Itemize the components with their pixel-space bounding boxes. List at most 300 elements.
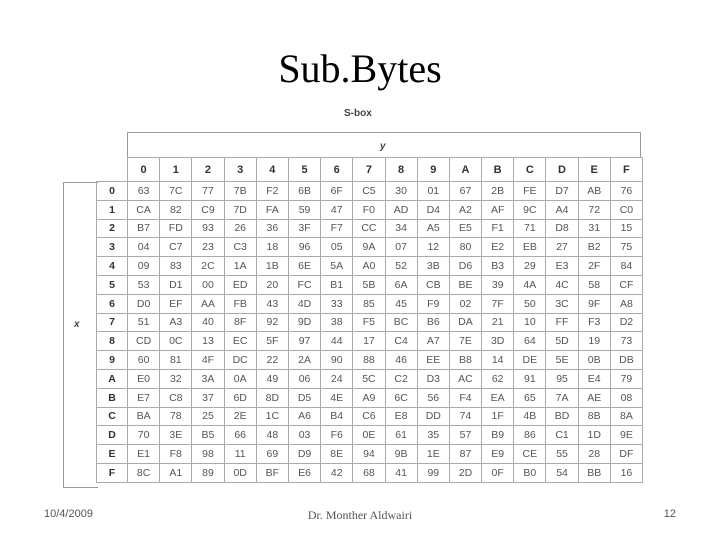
sbox-cell: 87 bbox=[449, 445, 481, 464]
sbox-cell: A2 bbox=[449, 200, 481, 219]
sbox-cell: F4 bbox=[449, 388, 481, 407]
sbox-cell: FD bbox=[160, 219, 192, 238]
column-header: 2 bbox=[192, 158, 224, 182]
sbox-cell: EE bbox=[417, 351, 449, 370]
sbox-cell: 23 bbox=[192, 238, 224, 257]
footer-page-number: 12 bbox=[663, 508, 676, 520]
footer-date: 10/4/2009 bbox=[44, 508, 93, 520]
column-header: 7 bbox=[353, 158, 385, 182]
sbox-cell: 14 bbox=[482, 351, 514, 370]
y-axis-label: y bbox=[380, 141, 386, 152]
sbox-cell: 33 bbox=[321, 294, 353, 313]
sbox-cell: 01 bbox=[417, 182, 449, 201]
sbox-cell: 70 bbox=[128, 426, 160, 445]
sbox-cell: 0E bbox=[353, 426, 385, 445]
sbox-cell: B5 bbox=[192, 426, 224, 445]
sbox-cell: 1D bbox=[578, 426, 610, 445]
sbox-cell: 5B bbox=[353, 275, 385, 294]
sbox-cell: A6 bbox=[288, 407, 320, 426]
sbox-cell: 2F bbox=[578, 257, 610, 276]
sbox-cell: F6 bbox=[321, 426, 353, 445]
column-header: C bbox=[514, 158, 546, 182]
sbox-cell: A4 bbox=[546, 200, 578, 219]
sbox-cell: D4 bbox=[417, 200, 449, 219]
sbox-cell: 37 bbox=[192, 388, 224, 407]
sbox-cell: 46 bbox=[385, 351, 417, 370]
sbox-cell: E6 bbox=[288, 463, 320, 482]
sbox-cell: 96 bbox=[288, 238, 320, 257]
sbox-cell: 49 bbox=[256, 369, 288, 388]
sbox-cell: 6A bbox=[385, 275, 417, 294]
sbox-cell: 6F bbox=[321, 182, 353, 201]
row-header: E bbox=[97, 445, 128, 464]
row-header: C bbox=[97, 407, 128, 426]
sbox-cell: FB bbox=[224, 294, 256, 313]
row-header: A bbox=[97, 369, 128, 388]
sbox-cell: 15 bbox=[610, 219, 642, 238]
sbox-cell: 4C bbox=[546, 275, 578, 294]
sbox-cell: F5 bbox=[353, 313, 385, 332]
sbox-cell: D3 bbox=[417, 369, 449, 388]
row-header: B bbox=[97, 388, 128, 407]
table-row bbox=[97, 200, 643, 219]
sbox-cell: 1C bbox=[256, 407, 288, 426]
sbox-cell: 7E bbox=[449, 332, 481, 351]
sbox-cell: 95 bbox=[546, 369, 578, 388]
sbox-cell: 58 bbox=[578, 275, 610, 294]
column-header: 4 bbox=[256, 158, 288, 182]
sbox-cell: 11 bbox=[224, 445, 256, 464]
sbox-cell: ED bbox=[224, 275, 256, 294]
sbox-cell: 38 bbox=[321, 313, 353, 332]
table-row bbox=[97, 238, 643, 257]
sbox-cell: CB bbox=[417, 275, 449, 294]
sbox-cell: AA bbox=[192, 294, 224, 313]
sbox-cell: AF bbox=[482, 200, 514, 219]
sbox-cell: 3A bbox=[192, 369, 224, 388]
sbox-cell: 27 bbox=[546, 238, 578, 257]
column-header: F bbox=[610, 158, 642, 182]
sbox-cell: D7 bbox=[546, 182, 578, 201]
sbox-cell: 3E bbox=[160, 426, 192, 445]
sbox-cell: AD bbox=[385, 200, 417, 219]
sbox-cell: 12 bbox=[417, 238, 449, 257]
sbox-cell: 5C bbox=[353, 369, 385, 388]
table-row bbox=[97, 257, 643, 276]
column-header-row bbox=[97, 158, 643, 182]
table-row bbox=[97, 369, 643, 388]
sbox-cell: 20 bbox=[256, 275, 288, 294]
table-row bbox=[97, 351, 643, 370]
sbox-cell: 67 bbox=[449, 182, 481, 201]
sbox-cell: CA bbox=[128, 200, 160, 219]
sbox-cell: 31 bbox=[578, 219, 610, 238]
sbox-cell: 0B bbox=[578, 351, 610, 370]
sbox-cell: 71 bbox=[514, 219, 546, 238]
sbox-cell: A8 bbox=[610, 294, 642, 313]
sbox-cell: F8 bbox=[160, 445, 192, 464]
sbox-cell: A7 bbox=[417, 332, 449, 351]
sbox-cell: B6 bbox=[417, 313, 449, 332]
sbox-cell: DB bbox=[610, 351, 642, 370]
sbox-cell: 1F bbox=[482, 407, 514, 426]
sbox-cell: 29 bbox=[514, 257, 546, 276]
sbox-cell: DA bbox=[449, 313, 481, 332]
sbox-cell: 1A bbox=[224, 257, 256, 276]
sbox-cell: 5D bbox=[546, 332, 578, 351]
sbox-cell: E4 bbox=[578, 369, 610, 388]
sbox-cell: 65 bbox=[514, 388, 546, 407]
sbox-cell: 18 bbox=[256, 238, 288, 257]
sbox-cell: 8E bbox=[321, 445, 353, 464]
sbox-cell: 68 bbox=[353, 463, 385, 482]
sbox-cell: FC bbox=[288, 275, 320, 294]
sbox-cell: DE bbox=[514, 351, 546, 370]
sbox-cell: 1E bbox=[417, 445, 449, 464]
sbox-cell: 9F bbox=[578, 294, 610, 313]
sbox-cell: 6C bbox=[385, 388, 417, 407]
sbox-cell: 76 bbox=[610, 182, 642, 201]
sbox-cell: B1 bbox=[321, 275, 353, 294]
column-header: 8 bbox=[385, 158, 417, 182]
sbox-cell: 16 bbox=[610, 463, 642, 482]
sbox-cell: 93 bbox=[192, 219, 224, 238]
table-row bbox=[97, 294, 643, 313]
sbox-cell: 8B bbox=[578, 407, 610, 426]
sbox-cell: 79 bbox=[610, 369, 642, 388]
sbox-cell: 13 bbox=[192, 332, 224, 351]
sbox-cell: F2 bbox=[256, 182, 288, 201]
table-corner bbox=[97, 158, 128, 182]
sbox-cell: 72 bbox=[578, 200, 610, 219]
sbox-table bbox=[96, 157, 643, 483]
sbox-cell: 5F bbox=[256, 332, 288, 351]
sbox-cell: 66 bbox=[224, 426, 256, 445]
table-row bbox=[97, 445, 643, 464]
sbox-cell: 43 bbox=[256, 294, 288, 313]
sbox-cell: E7 bbox=[128, 388, 160, 407]
sbox-cell: C4 bbox=[385, 332, 417, 351]
sbox-cell: 3D bbox=[482, 332, 514, 351]
sbox-cell: 89 bbox=[192, 463, 224, 482]
sbox-cell: B7 bbox=[128, 219, 160, 238]
sbox-cell: 3B bbox=[417, 257, 449, 276]
table-row bbox=[97, 219, 643, 238]
sbox-cell: 5A bbox=[321, 257, 353, 276]
sbox-cell: 91 bbox=[514, 369, 546, 388]
sbox-cell: FF bbox=[546, 313, 578, 332]
sbox-cell: CD bbox=[128, 332, 160, 351]
sbox-cell: B8 bbox=[449, 351, 481, 370]
sbox-cell: 40 bbox=[192, 313, 224, 332]
sbox-cell: B9 bbox=[482, 426, 514, 445]
sbox-cell: C1 bbox=[546, 426, 578, 445]
row-header: 5 bbox=[97, 275, 128, 294]
column-header: D bbox=[546, 158, 578, 182]
sbox-cell: 2D bbox=[449, 463, 481, 482]
sbox-cell: 35 bbox=[417, 426, 449, 445]
sbox-cell: DD bbox=[417, 407, 449, 426]
sbox-cell: 47 bbox=[321, 200, 353, 219]
sbox-cell: 99 bbox=[417, 463, 449, 482]
sbox-cell: 00 bbox=[192, 275, 224, 294]
sbox-cell: 45 bbox=[385, 294, 417, 313]
sbox-cell: FA bbox=[256, 200, 288, 219]
sbox-cell: 50 bbox=[514, 294, 546, 313]
sbox-cell: A0 bbox=[353, 257, 385, 276]
sbox-cell: 26 bbox=[224, 219, 256, 238]
sbox-cell: 39 bbox=[482, 275, 514, 294]
sbox-cell: 8F bbox=[224, 313, 256, 332]
slide-title: Sub.Bytes bbox=[278, 46, 442, 91]
table-row bbox=[97, 313, 643, 332]
sbox-cell: 9E bbox=[610, 426, 642, 445]
column-header: E bbox=[578, 158, 610, 182]
sbox-cell: BD bbox=[546, 407, 578, 426]
sbox-cell: C6 bbox=[353, 407, 385, 426]
sbox-cell: 61 bbox=[385, 426, 417, 445]
sbox-cell: 90 bbox=[321, 351, 353, 370]
sbox-cell: 44 bbox=[321, 332, 353, 351]
sbox-cell: E9 bbox=[482, 445, 514, 464]
sbox-cell: 04 bbox=[128, 238, 160, 257]
sbox-cell: CE bbox=[514, 445, 546, 464]
footer-author: Dr. Monther Aldwairi bbox=[307, 508, 413, 522]
sbox-cell: C8 bbox=[160, 388, 192, 407]
row-header: 4 bbox=[97, 257, 128, 276]
row-header: 2 bbox=[97, 219, 128, 238]
column-header: 9 bbox=[417, 158, 449, 182]
sbox-cell: EB bbox=[514, 238, 546, 257]
sbox-cell: 2A bbox=[288, 351, 320, 370]
sbox-cell: 6D bbox=[224, 388, 256, 407]
sbox-cell: B4 bbox=[321, 407, 353, 426]
sbox-cell: C7 bbox=[160, 238, 192, 257]
sbox-cell: C2 bbox=[385, 369, 417, 388]
sbox-cell: 69 bbox=[256, 445, 288, 464]
row-header: 8 bbox=[97, 332, 128, 351]
sbox-cell: 62 bbox=[482, 369, 514, 388]
sbox-cell: 21 bbox=[482, 313, 514, 332]
sbox-cell: 75 bbox=[610, 238, 642, 257]
table-row bbox=[97, 388, 643, 407]
sbox-cell: BB bbox=[578, 463, 610, 482]
sbox-cell: 2B bbox=[482, 182, 514, 201]
row-header: 6 bbox=[97, 294, 128, 313]
sbox-cell: 0F bbox=[482, 463, 514, 482]
sbox-cell: 84 bbox=[610, 257, 642, 276]
sbox-cell: 94 bbox=[353, 445, 385, 464]
sbox-cell: B3 bbox=[482, 257, 514, 276]
row-header: 9 bbox=[97, 351, 128, 370]
sbox-cell: D6 bbox=[449, 257, 481, 276]
sbox-cell: A9 bbox=[353, 388, 385, 407]
sbox-cell: 10 bbox=[514, 313, 546, 332]
sbox-cell: 34 bbox=[385, 219, 417, 238]
sbox-cell: 22 bbox=[256, 351, 288, 370]
sbox-cell: 86 bbox=[514, 426, 546, 445]
sbox-cell: 82 bbox=[160, 200, 192, 219]
sbox-cell: AE bbox=[578, 388, 610, 407]
sbox-cell: 24 bbox=[321, 369, 353, 388]
sbox-cell: 4E bbox=[321, 388, 353, 407]
sbox-cell: CF bbox=[610, 275, 642, 294]
sbox-cell: 4F bbox=[192, 351, 224, 370]
table-row bbox=[97, 182, 643, 201]
sbox-cell: 9B bbox=[385, 445, 417, 464]
sbox-cell: 98 bbox=[192, 445, 224, 464]
sbox-cell: A3 bbox=[160, 313, 192, 332]
sbox-cell: B2 bbox=[578, 238, 610, 257]
sbox-cell: 97 bbox=[288, 332, 320, 351]
sbox-cell: EC bbox=[224, 332, 256, 351]
sbox-cell: AC bbox=[449, 369, 481, 388]
sbox-cell: 51 bbox=[128, 313, 160, 332]
sbox-cell: 52 bbox=[385, 257, 417, 276]
row-header: 3 bbox=[97, 238, 128, 257]
sbox-cell: 09 bbox=[128, 257, 160, 276]
sbox-cell: 88 bbox=[353, 351, 385, 370]
sbox-cell: C0 bbox=[610, 200, 642, 219]
column-header: A bbox=[449, 158, 481, 182]
sbox-cell: 19 bbox=[578, 332, 610, 351]
x-axis-label: x bbox=[74, 319, 80, 330]
row-header: 0 bbox=[97, 182, 128, 201]
sbox-cell: 81 bbox=[160, 351, 192, 370]
sbox-cell: F3 bbox=[578, 313, 610, 332]
x-axis-frame bbox=[63, 182, 98, 488]
sbox-cell: 41 bbox=[385, 463, 417, 482]
sbox-cell: 4B bbox=[514, 407, 546, 426]
row-header: 1 bbox=[97, 200, 128, 219]
sbox-cell: 8D bbox=[256, 388, 288, 407]
sbox-cell: 53 bbox=[128, 275, 160, 294]
sbox-cell: E8 bbox=[385, 407, 417, 426]
sbox-cell: B0 bbox=[514, 463, 546, 482]
sbox-cell: 48 bbox=[256, 426, 288, 445]
sbox-cell: 60 bbox=[128, 351, 160, 370]
sbox-cell: 56 bbox=[417, 388, 449, 407]
sbox-cell: 92 bbox=[256, 313, 288, 332]
table-row bbox=[97, 407, 643, 426]
sbox-cell: C9 bbox=[192, 200, 224, 219]
sbox-cell: D0 bbox=[128, 294, 160, 313]
sbox-cell: DF bbox=[610, 445, 642, 464]
sbox-cell: D1 bbox=[160, 275, 192, 294]
column-header: 5 bbox=[288, 158, 320, 182]
column-header: 0 bbox=[128, 158, 160, 182]
sbox-cell: 4D bbox=[288, 294, 320, 313]
sbox-cell: 80 bbox=[449, 238, 481, 257]
sbox-cell: BC bbox=[385, 313, 417, 332]
sbox-cell: 7D bbox=[224, 200, 256, 219]
sbox-cell: EF bbox=[160, 294, 192, 313]
sbox-cell: 6B bbox=[288, 182, 320, 201]
sbox-cell: BA bbox=[128, 407, 160, 426]
column-header: B bbox=[482, 158, 514, 182]
column-header: 1 bbox=[160, 158, 192, 182]
sbox-cell: F7 bbox=[321, 219, 353, 238]
sbox-cell: 03 bbox=[288, 426, 320, 445]
sbox-cell: 5E bbox=[546, 351, 578, 370]
sbox-cell: 85 bbox=[353, 294, 385, 313]
sbox-cell: CC bbox=[353, 219, 385, 238]
sbox-cell: 06 bbox=[288, 369, 320, 388]
sbox-cell: 0C bbox=[160, 332, 192, 351]
row-header: D bbox=[97, 426, 128, 445]
sbox-cell: 30 bbox=[385, 182, 417, 201]
sbox-cell: 9C bbox=[514, 200, 546, 219]
sbox-cell: 9D bbox=[288, 313, 320, 332]
sbox-cell: 36 bbox=[256, 219, 288, 238]
sbox-cell: D2 bbox=[610, 313, 642, 332]
sbox-cell: 63 bbox=[128, 182, 160, 201]
sbox-cell: 83 bbox=[160, 257, 192, 276]
sbox-cell: A1 bbox=[160, 463, 192, 482]
sbox-cell: 3F bbox=[288, 219, 320, 238]
sbox-cell: 8A bbox=[610, 407, 642, 426]
sbox-cell: 32 bbox=[160, 369, 192, 388]
sbox-cell: C5 bbox=[353, 182, 385, 201]
sbox-cell: E3 bbox=[546, 257, 578, 276]
sbox-cell: DC bbox=[224, 351, 256, 370]
sbox-cell: 28 bbox=[578, 445, 610, 464]
sbox-cell: 0D bbox=[224, 463, 256, 482]
sbox-cell: 8C bbox=[128, 463, 160, 482]
sbox-cell: 7F bbox=[482, 294, 514, 313]
sbox-cell: BE bbox=[449, 275, 481, 294]
sbox-cell: F9 bbox=[417, 294, 449, 313]
sbox-cell: 59 bbox=[288, 200, 320, 219]
sbox-cell: E5 bbox=[449, 219, 481, 238]
column-header: 6 bbox=[321, 158, 353, 182]
sbox-cell: 2C bbox=[192, 257, 224, 276]
sbox-cell: 25 bbox=[192, 407, 224, 426]
sbox-cell: 77 bbox=[192, 182, 224, 201]
sbox-cell: 7B bbox=[224, 182, 256, 201]
sbox-cell: 4A bbox=[514, 275, 546, 294]
sbox-cell: 08 bbox=[610, 388, 642, 407]
sbox-cell: 02 bbox=[449, 294, 481, 313]
sbox-cell: 05 bbox=[321, 238, 353, 257]
sbox-cell: 7C bbox=[160, 182, 192, 201]
sbox-cell: E1 bbox=[128, 445, 160, 464]
sbox-cell: 42 bbox=[321, 463, 353, 482]
row-header: 7 bbox=[97, 313, 128, 332]
sbox-caption: S-box bbox=[344, 108, 372, 119]
sbox-cell: 07 bbox=[385, 238, 417, 257]
sbox-cell: AB bbox=[578, 182, 610, 201]
sbox-cell: F1 bbox=[482, 219, 514, 238]
column-header: 3 bbox=[224, 158, 256, 182]
table-row bbox=[97, 463, 643, 482]
sbox-body bbox=[97, 182, 643, 483]
sbox-cell: BF bbox=[256, 463, 288, 482]
sbox-cell: 74 bbox=[449, 407, 481, 426]
sbox-cell: 6E bbox=[288, 257, 320, 276]
table-row bbox=[97, 332, 643, 351]
row-header: F bbox=[97, 463, 128, 482]
sbox-cell: 64 bbox=[514, 332, 546, 351]
sbox-cell: 55 bbox=[546, 445, 578, 464]
sbox-cell: 78 bbox=[160, 407, 192, 426]
sbox-cell: F0 bbox=[353, 200, 385, 219]
sbox-cell: E2 bbox=[482, 238, 514, 257]
table-row bbox=[97, 275, 643, 294]
sbox-cell: FE bbox=[514, 182, 546, 201]
sbox-cell: A5 bbox=[417, 219, 449, 238]
sbox-cell: 1B bbox=[256, 257, 288, 276]
